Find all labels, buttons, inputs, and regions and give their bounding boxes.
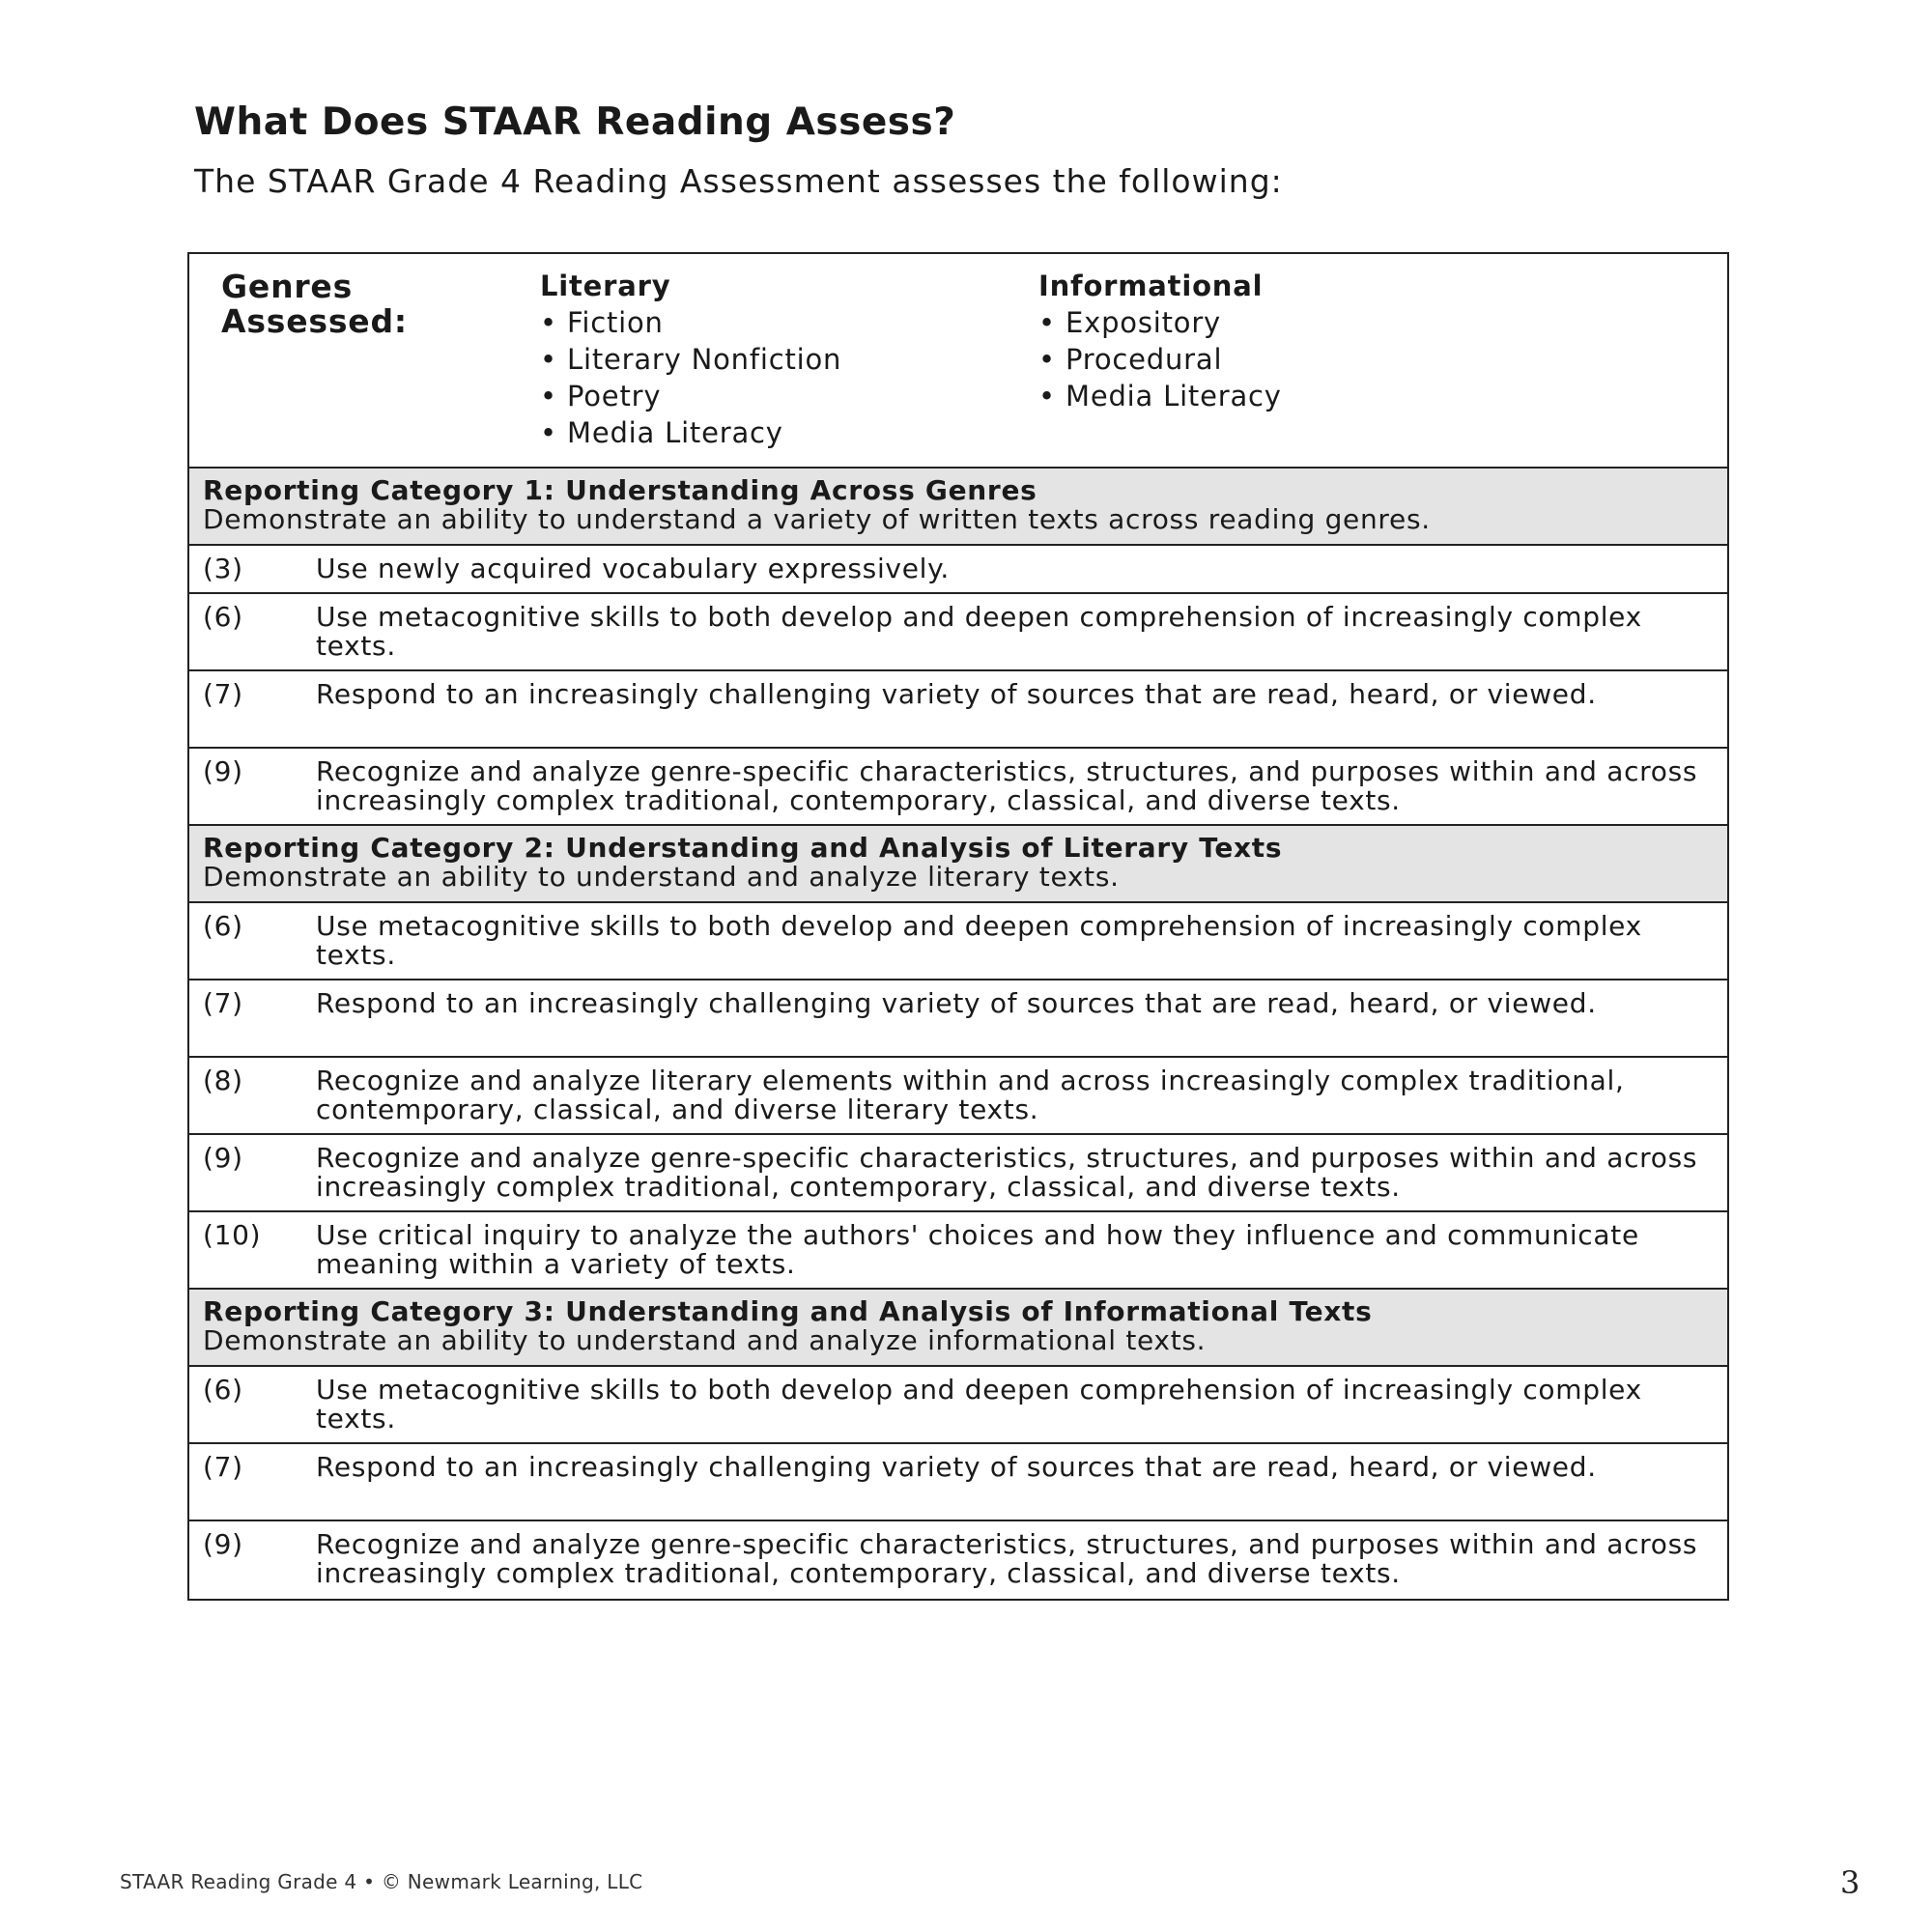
standard-number: (10) <box>203 1219 262 1251</box>
informational-item: • Expository <box>1038 304 1618 341</box>
standard-row <box>189 671 1727 749</box>
standard-row <box>189 980 1727 1058</box>
standard-text: Respond to an increasingly challenging variety of sources that are read, heard, or viewed. <box>316 987 1597 1019</box>
literary-item: • Media Literacy <box>540 414 1038 451</box>
informational-item: • Media Literacy <box>1038 378 1618 414</box>
standards-table <box>187 252 1729 1601</box>
standard-text: Recognize and analyze genre-specific characteristics, structures, and purposes within and across increasingly complex traditional, contemporary, classical, and diverse texts. <box>316 1142 1698 1203</box>
standard-text: Respond to an increasingly challenging variety of sources that are read, heard, or viewed. <box>316 1451 1597 1483</box>
standard-text: Recognize and analyze genre-specific characteristics, structures, and purposes within and across increasingly complex traditional, contemporary, classical, and diverse texts. <box>316 1528 1698 1589</box>
literary-item: • Fiction <box>540 304 1038 341</box>
informational-item: • Procedural <box>1038 341 1618 378</box>
literary-item: • Poetry <box>540 378 1038 414</box>
standard-row <box>189 594 1727 671</box>
genres-row <box>189 254 1727 469</box>
page-intro: The STAAR Grade 4 Reading Assessment assesses the following: <box>194 162 1283 200</box>
standard-number: (3) <box>203 553 243 584</box>
standard-number: (7) <box>203 987 243 1019</box>
genres-label <box>221 268 540 467</box>
literary-list <box>540 304 1038 451</box>
genres-label-line1: Genres <box>221 268 354 305</box>
standard-text: Recognize and analyze genre-specific characteristics, structures, and purposes within and across increasingly complex traditional, contemporary, classical, and diverse texts. <box>316 755 1698 816</box>
literary-item: • Literary Nonfiction <box>540 341 1038 378</box>
footer-credit: STAAR Reading Grade 4 • © Newmark Learning, LLC <box>120 1870 643 1893</box>
standard-text: Use critical inquiry to analyze the authors' choices and how they influence and communicate meaning within a variety of texts. <box>316 1219 1639 1280</box>
standard-number: (8) <box>203 1065 243 1096</box>
category-description: Demonstrate an ability to understand and analyze literary texts. <box>203 861 1120 893</box>
standard-number: (9) <box>203 1142 243 1174</box>
informational-list <box>1038 304 1618 414</box>
standard-text: Respond to an increasingly challenging variety of sources that are read, heard, or viewed. <box>316 678 1597 710</box>
standard-number: (9) <box>203 1528 243 1560</box>
category-description: Demonstrate an ability to understand and analyze informational texts. <box>203 1324 1207 1356</box>
standard-row <box>189 1367 1727 1444</box>
informational-genres <box>1038 268 1618 467</box>
literary-genres <box>540 268 1038 467</box>
category-1-header <box>189 469 1727 546</box>
page-number: 3 <box>1840 1864 1861 1901</box>
page-title: What Does STAAR Reading Assess? <box>194 100 956 144</box>
standard-number: (6) <box>203 910 243 942</box>
standard-text: Use newly acquired vocabulary expressively. <box>316 553 950 584</box>
genres-label-line2: Assessed: <box>221 302 408 340</box>
standard-text: Use metacognitive skills to both develop and deepen comprehension of increasingly complex texts. <box>316 1374 1642 1435</box>
category-3-header <box>189 1290 1727 1367</box>
standard-number: (6) <box>203 601 243 633</box>
standard-text: Recognize and analyze literary elements within and across increasingly complex traditional, contemporary, classical, and diverse literary texts. <box>316 1065 1625 1125</box>
standard-row <box>189 1135 1727 1212</box>
informational-heading: Informational <box>1038 270 1264 302</box>
category-title: Reporting Category 3: Understanding and Analysis of Informational Texts <box>203 1295 1373 1327</box>
standard-row <box>189 1444 1727 1521</box>
literary-heading: Literary <box>540 270 671 302</box>
standard-row <box>189 1058 1727 1135</box>
standard-row <box>189 1212 1727 1290</box>
standard-row <box>189 749 1727 826</box>
standard-number: (7) <box>203 1451 243 1483</box>
standard-text: Use metacognitive skills to both develop and deepen comprehension of increasingly complex texts. <box>316 601 1642 662</box>
category-2-header <box>189 826 1727 903</box>
category-title: Reporting Category 2: Understanding and Analysis of Literary Texts <box>203 832 1283 864</box>
standard-number: (7) <box>203 678 243 710</box>
standard-number: (9) <box>203 755 243 787</box>
standard-row <box>189 1521 1727 1599</box>
standard-row <box>189 903 1727 980</box>
standard-number: (6) <box>203 1374 243 1406</box>
category-description: Demonstrate an ability to understand a variety of written texts across reading genres. <box>203 503 1431 535</box>
standard-text: Use metacognitive skills to both develop and deepen comprehension of increasingly complex texts. <box>316 910 1642 971</box>
category-title: Reporting Category 1: Understanding Across Genres <box>203 474 1037 506</box>
standard-row <box>189 546 1727 594</box>
